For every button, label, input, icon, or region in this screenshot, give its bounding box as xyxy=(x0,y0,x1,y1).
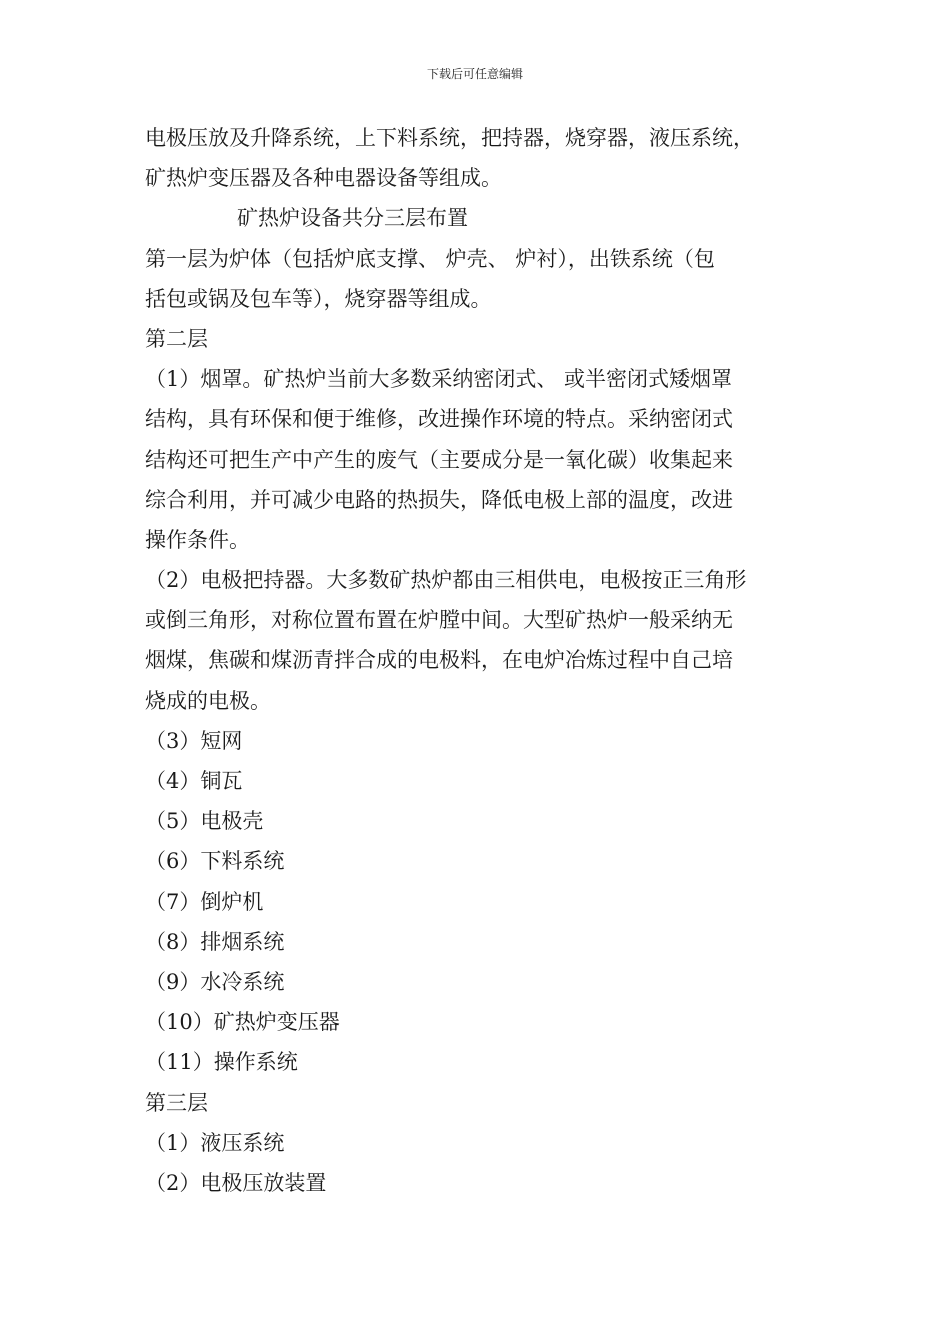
list-item: （7）倒炉机 xyxy=(145,889,264,914)
paragraph-line: 第一层为炉体（包括炉底支撑、 炉壳、 炉衬），出铁系统（包 xyxy=(145,246,715,271)
paragraph-line: 或倒三角形，对称位置布置在炉膛中间。大型矿热炉一般采纳无 xyxy=(145,608,733,633)
paragraph-line: 操作条件。 xyxy=(145,527,250,552)
paragraph-line: 综合利用，并可减少电路的热损失，降低电极上部的温度，改进 xyxy=(145,487,733,512)
list-item: （9）水冷系统 xyxy=(145,969,285,994)
list-item: （1）液压系统 xyxy=(145,1130,285,1155)
paragraph-line: 结构还可把生产中产生的废气（主要成分是一氧化碳）收集起来 xyxy=(145,447,733,472)
paragraph-line: （2）电极把持器。大多数矿热炉都由三相供电，电极按正三角形 xyxy=(145,568,747,593)
list-item: （10）矿热炉变压器 xyxy=(145,1010,340,1035)
list-item: （4）铜瓦 xyxy=(145,769,243,793)
layer-heading: 第三层 xyxy=(145,1090,208,1115)
paragraph-line: （1）烟罩。矿热炉当前大多数采纳密闭式、 或半密闭式矮烟罩 xyxy=(145,367,733,392)
paragraph-line: 烧成的电极。 xyxy=(145,688,271,713)
list-item: （11）操作系统 xyxy=(145,1050,298,1075)
paragraph-line: 矿热炉变压器及各种电器设备等组成。 xyxy=(145,166,502,191)
list-item: （6）下料系统 xyxy=(145,849,285,874)
paragraph-line: 电极压放及升降系统，上下料系统，把持器，烧穿器，液压系统， xyxy=(145,126,754,150)
list-item: （3）短网 xyxy=(145,728,243,753)
list-item: （8）排烟系统 xyxy=(145,929,285,954)
list-item: （2）电极压放装置 xyxy=(145,1170,327,1195)
paragraph-line: 括包或锅及包车等），烧穿器等组成。 xyxy=(145,286,492,311)
layer-heading: 第二层 xyxy=(145,326,208,351)
document-body xyxy=(145,118,815,1203)
page-header: 下载后可任意编辑 xyxy=(426,67,523,81)
list-item: （5）电极壳 xyxy=(145,809,264,834)
section-heading: 矿热炉设备共分三层布置 xyxy=(237,206,468,231)
paragraph-line: 结构，具有环保和便于维修，改进操作环境的特点。采纳密闭式 xyxy=(145,407,733,432)
paragraph-line: 烟煤，焦碳和煤沥青拌合成的电极料，在电炉冶炼过程中自己培 xyxy=(145,648,733,673)
